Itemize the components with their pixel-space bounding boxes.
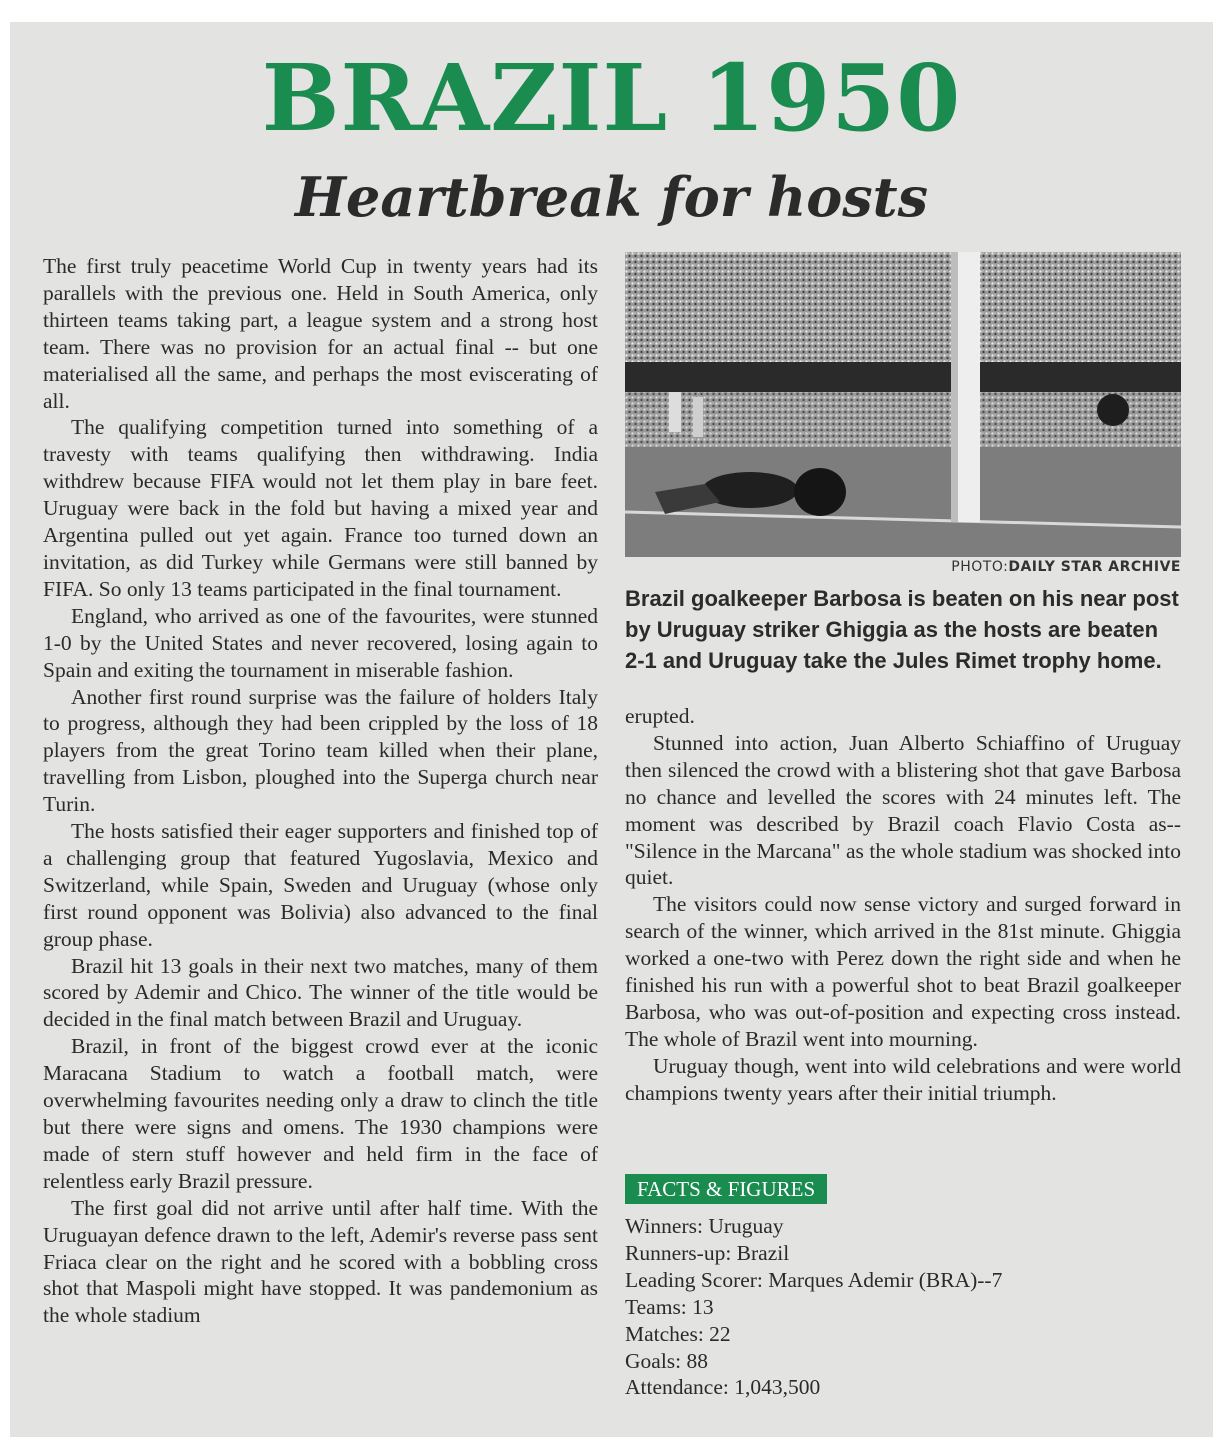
photo-credit — [625, 559, 1181, 575]
facts-list — [625, 1213, 1181, 1401]
photo-illustration — [625, 252, 1181, 557]
subheadline: Heartbreak for hosts — [294, 165, 929, 229]
paragraph: Another first round surprise was the failure of holders Italy to progress, although they had been crippled by the loss of 18 players from the great Torino team killed when their plane, travelling from Lisbon, ploughed into the Superga church near Turin. — [43, 684, 598, 817]
paragraph: Brazil hit 13 goals in their next two matches, many of them scored by Ademir and Chico. The winner of the title would be decided in the final match between Brazil and Uruguay. — [43, 953, 598, 1032]
headline: BRAZIL 1950 — [261, 44, 962, 152]
photo-credit-prefix: PHOTO: — [951, 559, 1009, 575]
fact-item: Runners-up: Brazil — [625, 1240, 790, 1265]
paragraph: The qualifying competition turned into something of a travesty with teams qualifying then withdrawing. India withdrew because FIFA would not let them play in bare feet. Uruguay were back in the fold but having a mixed year and Argentina pulled out yet again. France too turned down an invitation, as did Turkey while Germans were still banned by FIFA. So only 13 teams participated in the final tournament. — [43, 415, 598, 601]
article-panel — [10, 22, 1213, 1437]
match-photo — [625, 252, 1181, 557]
paragraph: Stunned into action, Juan Alberto Schiaffino of Uruguay then silenced the crowd with a blistering shot that gave Barbosa no chance and levelled the scores with 24 minutes left. The moment was described by Brazil coach Flavio Costa as-- "Silence in the Marcana" as the whole stadium was shocked into quiet. — [625, 730, 1181, 890]
photo-caption: Brazil goalkeeper Barbosa is beaten on his near post by Uruguay striker Ghiggia as the hosts are beaten 2-1 and Uruguay take the Jules Rimet trophy home. — [625, 586, 1179, 673]
paragraph: The hosts satisfied their eager supporters and finished top of a challenging group that featured Yugoslavia, Mexico and Switzerland, while Spain, Sweden and Uruguay (whose only first round opponent was Bolivia) also advanced to the final group phase. — [43, 819, 598, 951]
facts-heading: FACTS & FIGURES — [625, 1174, 827, 1204]
fact-item: Leading Scorer: Marques Ademir (BRA)--7 — [625, 1267, 1003, 1292]
paragraph: Uruguay though, went into wild celebrations and were world champions twenty years after their initial triumph. — [625, 1053, 1181, 1105]
fact-item: Goals: 88 — [625, 1348, 709, 1373]
article-column-right — [625, 703, 1181, 1107]
paragraph: Brazil, in front of the biggest crowd ever at the iconic Maracana Stadium to watch a football match, were overwhelming favourites needing only a draw to clinch the title but there were signs and omens. The 1930 champions were made of stern stuff however and held firm in the face of relentless early Brazil pressure. — [43, 1034, 598, 1193]
photo-credit-source: DAILY STAR ARCHIVE — [1008, 559, 1181, 575]
paragraph: The first goal did not arrive until after half time. With the Uruguayan defence drawn to the left, Ademir's reverse pass sent Friaca clear on the right and he scored with a bobbling cross shot that Maspoli might have stopped. It was pandemonium as the whole stadium — [43, 1195, 598, 1328]
fact-item: Teams: 13 — [625, 1294, 714, 1319]
article-column-left — [43, 253, 598, 1329]
paragraph: erupted. — [625, 704, 695, 728]
paragraph: The first truly peacetime World Cup in twenty years had its parallels with the previous one. Held in South America, only thirteen teams taking part, a league system and a strong host team. There was no provision for an actual final -- but one materialised all the same, and perhaps the most eviscerating of all. — [43, 254, 598, 413]
fact-item: Winners: Uruguay — [625, 1214, 784, 1238]
fact-item: Matches: 22 — [625, 1321, 731, 1346]
fact-item: Attendance: 1,043,500 — [625, 1375, 821, 1400]
paragraph: The visitors could now sense victory and surged forward in search of the winner, which arrived in the 81st minute. Ghiggia worked a one-two with Perez down the right side and when he finished his run with a powerful shot to beat Brazil goalkeeper Barbosa, who was out-of-position and expecting cross instead. The whole of Brazil went into mourning. — [625, 892, 1181, 1051]
paragraph: England, who arrived as one of the favourites, were stunned 1-0 by the United States and never recovered, losing again to Spain and exiting the tournament in miserable fashion. — [43, 603, 598, 682]
